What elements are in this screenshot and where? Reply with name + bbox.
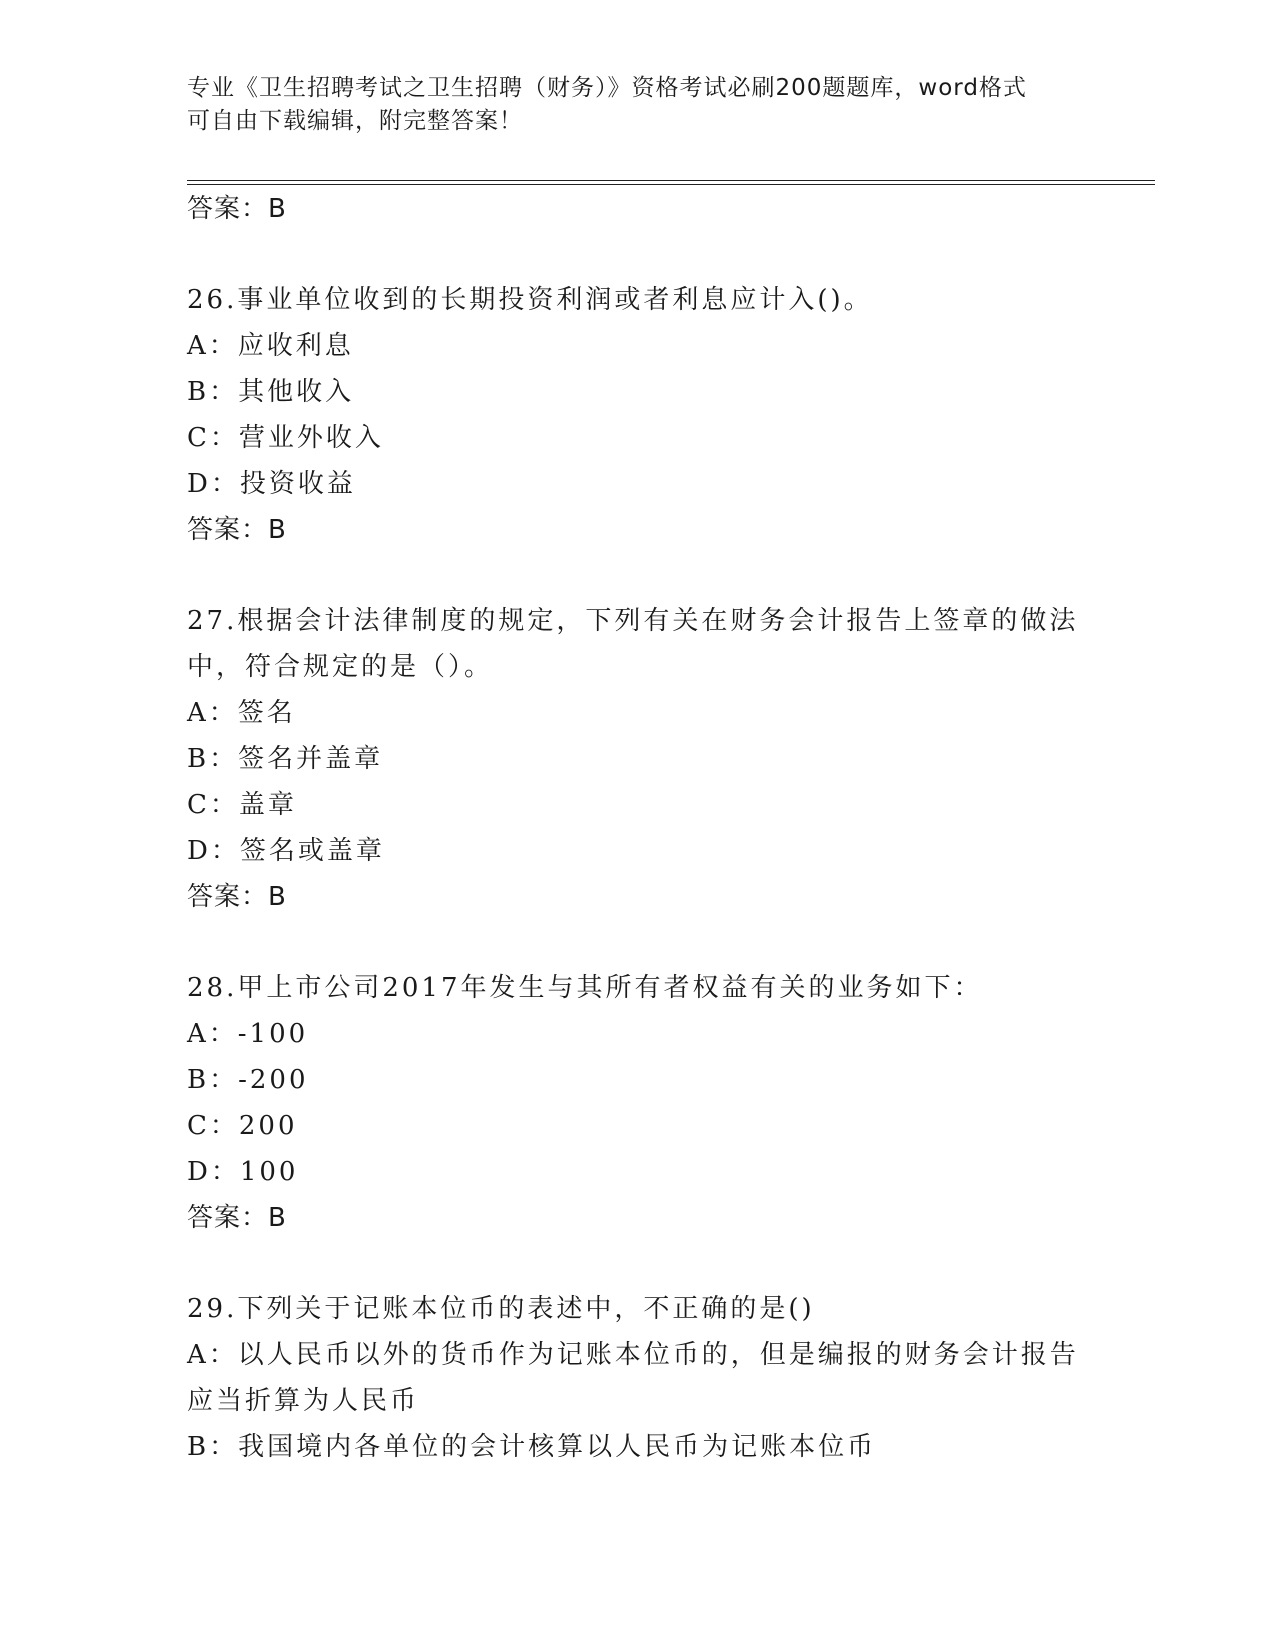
question-stem: 26.事业单位收到的长期投资利润或者利息应计入()。	[187, 285, 873, 315]
answer-line	[187, 507, 1087, 553]
option-b: B：-200	[187, 1065, 309, 1095]
question-28	[187, 965, 1087, 1241]
answer-line	[187, 1195, 1087, 1241]
option-a-continued: 应当折算为人民币	[187, 1386, 420, 1416]
answer-label: 答案：	[187, 515, 269, 545]
answer-line	[187, 874, 1087, 920]
header-divider	[187, 180, 1155, 181]
option-b: B：签名并盖章	[187, 744, 384, 774]
option-d: D：签名或盖章	[187, 836, 385, 866]
header-line-1: 专业《卫生招聘考试之卫生招聘（财务）》资格考试必刷200题题库，word格式	[187, 75, 1027, 101]
answer-value: B	[268, 194, 287, 224]
option-b: B：我国境内各单位的会计核算以人民币为记账本位币	[187, 1432, 877, 1462]
answer-value: B	[268, 1203, 287, 1233]
question-stem-continued: 中，符合规定的是（）。	[187, 652, 494, 682]
option-b: B：其他收入	[187, 377, 355, 407]
option-a: A：-100	[187, 1019, 309, 1049]
question-list	[187, 186, 1087, 1470]
answer-line	[187, 186, 1087, 232]
answer-label: 答案：	[187, 882, 269, 912]
option-d: D：100	[187, 1157, 299, 1187]
question-stem: 29.下列关于记账本位币的表述中，不正确的是()	[187, 1294, 815, 1324]
option-c: C：200	[187, 1111, 298, 1141]
option-a: A：以人民币以外的货币作为记账本位币的，但是编报的财务会计报告	[187, 1340, 1079, 1370]
header-divider-second	[187, 184, 1155, 185]
page-header	[187, 72, 1067, 138]
option-a: A：应收利息	[187, 331, 354, 361]
question-26	[187, 277, 1087, 553]
question-29	[187, 1286, 1087, 1470]
option-c: C：营业外收入	[187, 423, 384, 453]
header-line-2: 可自由下载编辑，附完整答案！	[187, 108, 523, 134]
answer-value: B	[268, 882, 287, 912]
question-stem: 28.甲上市公司2017年发生与其所有者权益有关的业务如下：	[187, 973, 983, 1003]
question-stem: 27.根据会计法律制度的规定，下列有关在财务会计报告上签章的做法	[187, 606, 1079, 636]
option-c: C：盖章	[187, 790, 297, 820]
question-27	[187, 598, 1087, 920]
option-d: D：投资收益	[187, 469, 356, 499]
answer-label: 答案：	[187, 194, 269, 224]
answer-value: B	[268, 515, 287, 545]
answer-label: 答案：	[187, 1203, 269, 1233]
option-a: A：签名	[187, 698, 296, 728]
